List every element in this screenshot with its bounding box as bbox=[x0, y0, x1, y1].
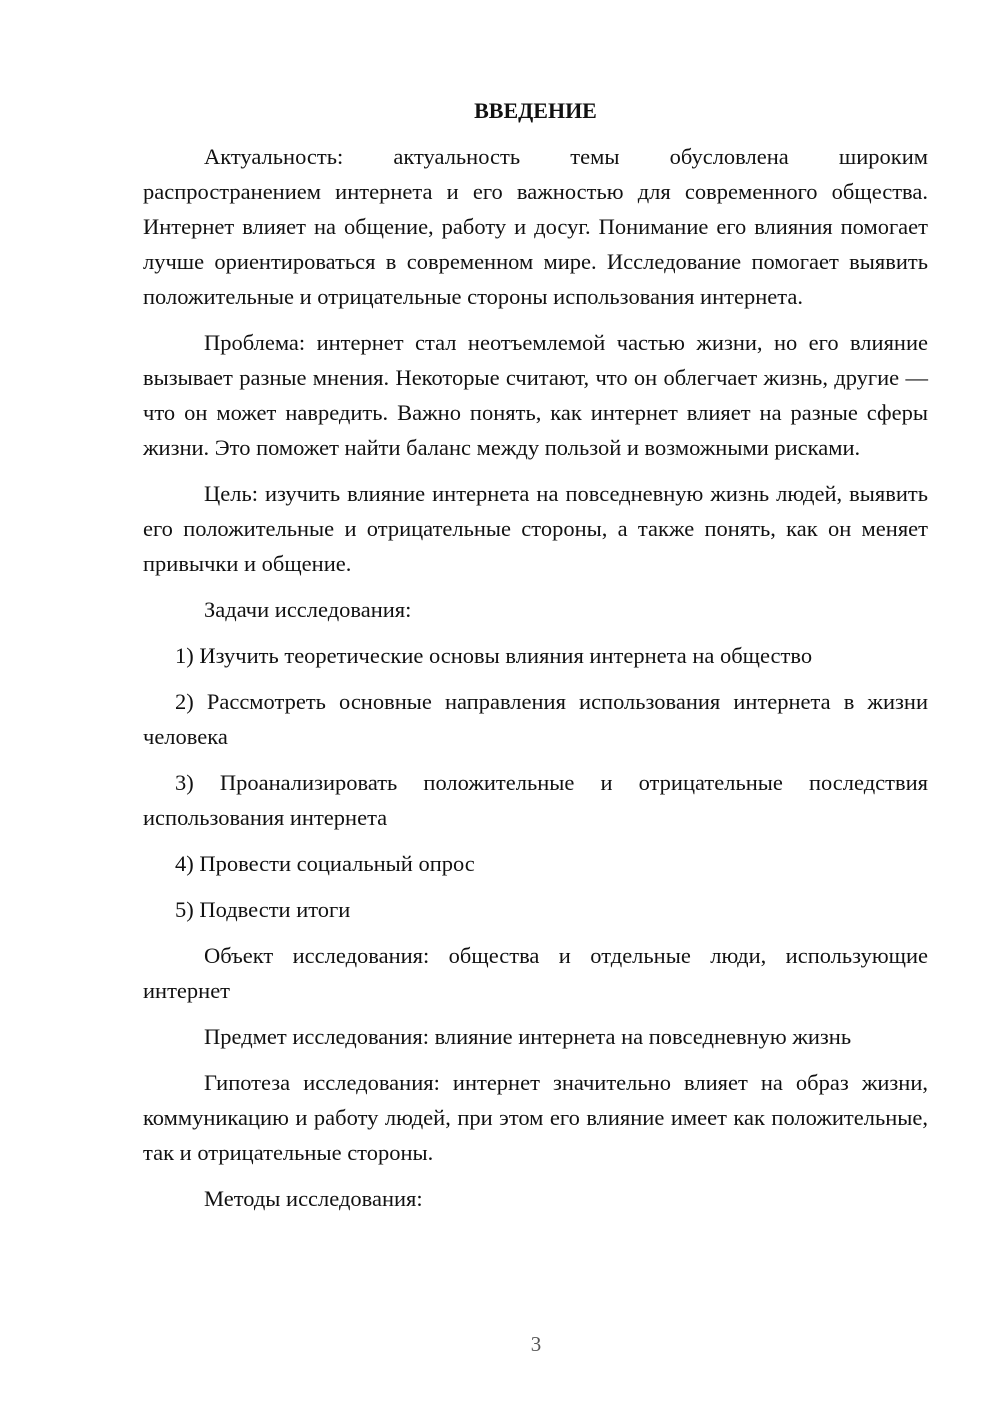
paragraph-hypothesis: Гипотеза исследования: интернет значительно влияет на образ жизни, коммуникацию и работу людей, при этом его влияние имеет как положительные, так и отрицательные стороны. bbox=[143, 1070, 928, 1165]
page-number: 3 bbox=[530, 1332, 542, 1356]
section-heading: ВВЕДЕНИЕ bbox=[474, 98, 597, 123]
paragraph-methods: Методы исследования: bbox=[204, 1186, 423, 1211]
paragraph-relevance: Актуальность: актуальность темы обусловлена широким распространением интернета и его важностью для современного общества. Интернет влияет на общение, работу и досуг. Понимание его влияния помогает лучше ориентироваться в современном мире. Исследование помогает выявить положительные и отрицательные стороны использования интернета. bbox=[143, 144, 928, 309]
task-item-3: 3) Проанализировать положительные и отрицательные последствия использования интернета bbox=[143, 770, 928, 830]
paragraph-object: Объект исследования: общества и отдельные люди, использующие интернет bbox=[143, 943, 928, 1003]
paragraph-subject: Предмет исследования: влияние интернета на повседневную жизнь bbox=[204, 1024, 852, 1049]
task-item-5: 5) Подвести итоги bbox=[175, 897, 351, 922]
paragraph-problem: Проблема: интернет стал неотъемлемой частью жизни, но его влияние вызывает разные мнения. Некоторые считают, что он облегчает жизнь, другие — что он может навредить. Важно понять, как интернет влияет на разные сферы жизни. Это поможет найти баланс между пользой и возможными рисками. bbox=[143, 330, 928, 460]
page-content bbox=[143, 93, 928, 1216]
paragraph-goal: Цель: изучить влияние интернета на повседневную жизнь людей, выявить его положительные и отрицательные стороны, а также понять, как он меняет привычки и общение. bbox=[143, 481, 928, 576]
paragraph-tasks-intro: Задачи исследования: bbox=[204, 597, 412, 622]
task-item-2: 2) Рассмотреть основные направления использования интернета в жизни человека bbox=[143, 689, 928, 749]
task-item-4: 4) Провести социальный опрос bbox=[175, 851, 475, 876]
task-item-1: 1) Изучить теоретические основы влияния интернета на общество bbox=[175, 643, 813, 668]
